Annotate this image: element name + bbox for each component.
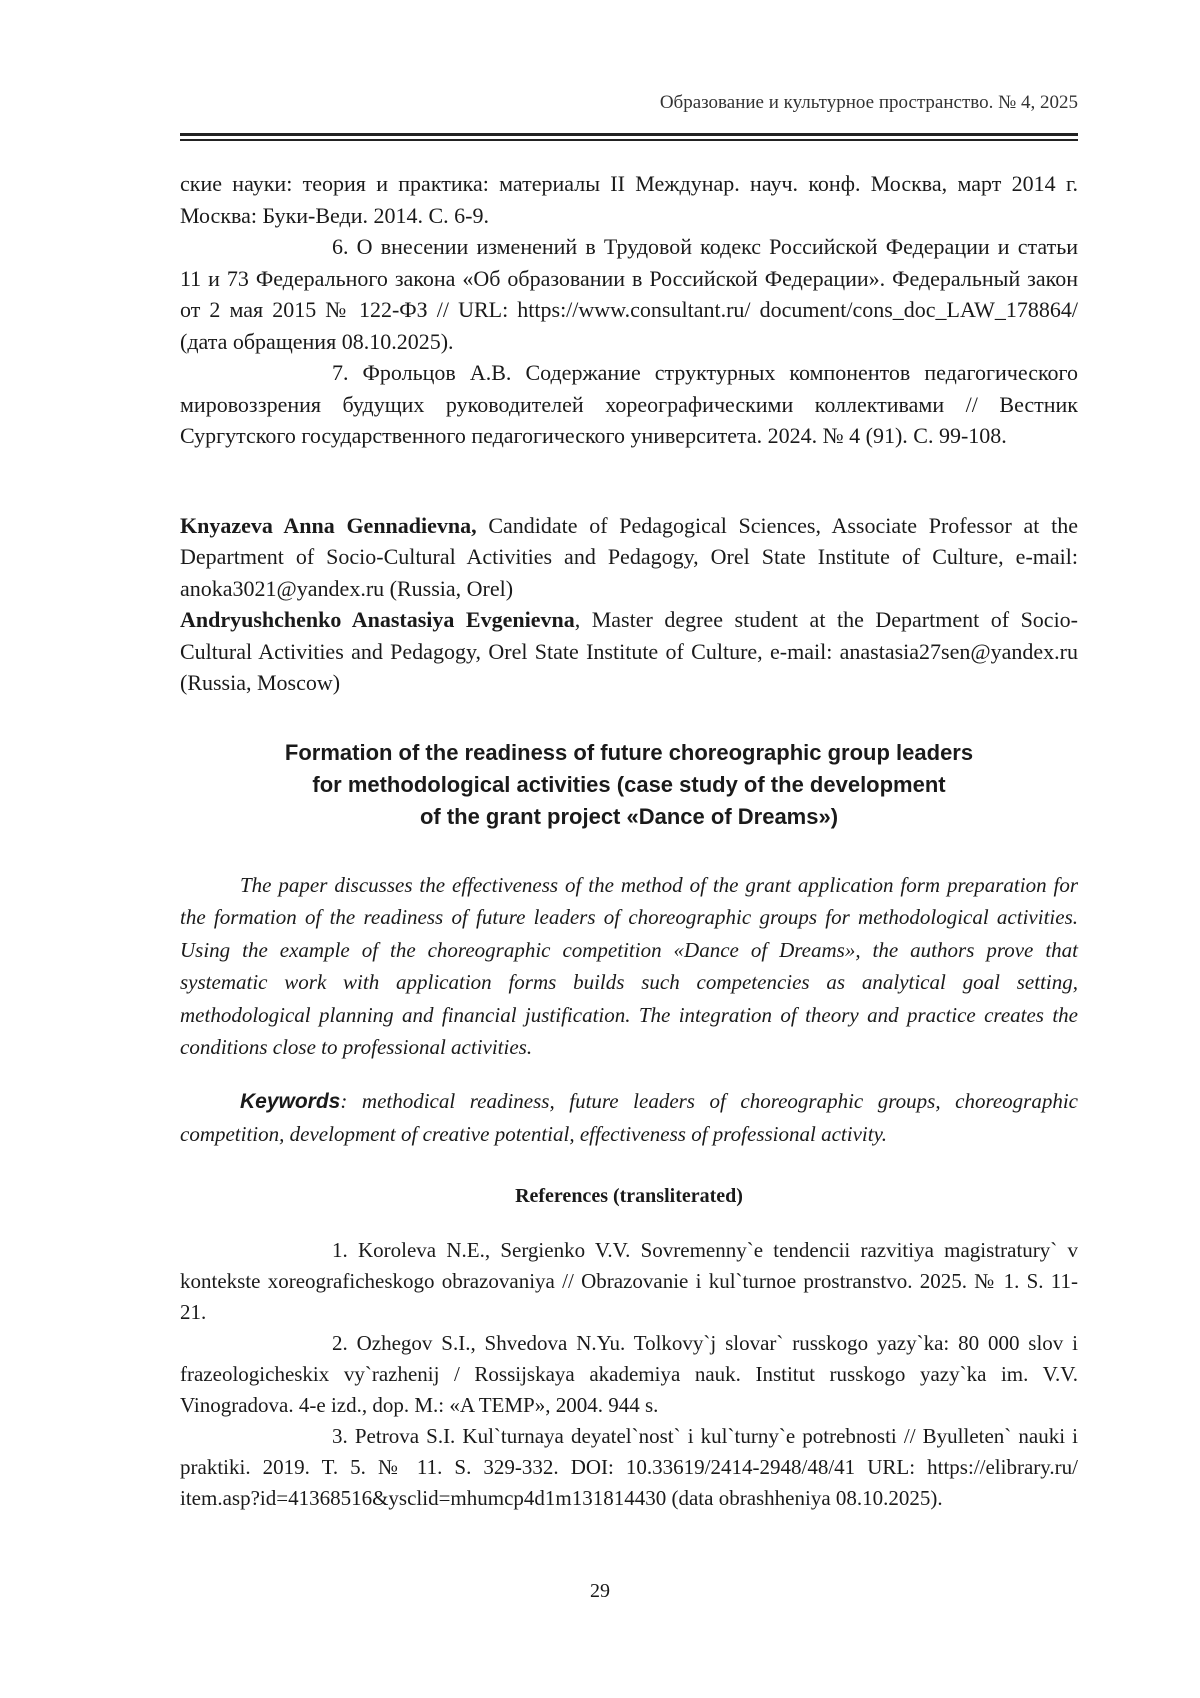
title-line: for methodological activities (case study of the development [312, 771, 946, 797]
reference-item [180, 1235, 1078, 1328]
reference-item [180, 357, 1078, 452]
author-info [180, 510, 1078, 699]
author-entry [180, 510, 1078, 605]
author-name: Knyazeva Anna Gennadievna, [180, 512, 477, 538]
author-details: , Master degree student at the Department of Socio-Cultural Activities and Pedagogy, Orel State Institute of Culture, e-mail: anastasia27sen@yandex.ru (Russia, Moscow) [180, 607, 1079, 695]
references-list [180, 1235, 1078, 1514]
reference-item [180, 231, 1078, 357]
author-name: Andryushchenko Anastasiya Evgenievna [180, 607, 575, 632]
abstract: The paper discusses the effectiveness of the method of the grant application form preparation for the formation of the readiness of future leaders of choreographic groups for methodological activities. Using the example of the choreographic competition «Dance of Dreams», the authors prove that systematic work with application forms builds such competencies as analytical goal setting, methodological planning and financial justification. The integration of theory and practice creates the conditions close to professional activities. [180, 872, 1078, 1059]
reference-text: Ozhegov S.I., Shvedova N.Yu. Tolkovy`j slovar` russkogo yazy`ka: 80 000 slov i frazeologicheskix vy`razhenij / Rossijskaya akademiya nauk. Institut russkogo yazy`ka im. V.V. Vinogradova. 4-e izd., dop. M.: «A TEMP», 2004. 944 s. [180, 1330, 1079, 1417]
reference-text: Petrova S.I. Kul`turnaya deyatel`nost` i kul`turny`e potrebnosti // Byulleten` nauki i praktiki. 2019. T. 5. № 11. S. 329-332. DOI: 10.33619/2414-2948/48/41 URL: https://elibrary.ru/ item.asp?id=41368516&ysclid=mhumcp4d1m131814430 (data obrashheniya 08.10.2025). [180, 1423, 1079, 1510]
title-line: Formation of the readiness of future choreographic group leaders [284, 739, 974, 765]
reference-continuation: ские науки: теория и практика: материалы II Междунар. науч. конф. Москва, март 2014 г. Москва: Буки-Веди. 2014. С. 6-9. [180, 171, 1078, 228]
reference-text: О внесении изменений в Трудовой кодекс Российской Федерации и статьи 11 и 73 Федерального закона «Об образовании в Российской Федерации». Федеральный закон от 2 мая 2015 № 122-ФЗ // URL: https://www.consultant.ru/ document/cons_doc_LAW_178864/ (дата обращения 08.10.2025). [180, 234, 1078, 354]
reference-item [180, 1421, 1078, 1514]
references-heading: References (transliterated) [515, 1184, 743, 1207]
reference-number: 3. [332, 1423, 348, 1448]
reference-text: Фрольцов А.В. Содержание структурных компонентов педагогического мировоззрения будущих руководителей хореографическими коллективами // Вестник Сургутского государственного педагогического университета. 2024. № 4 (91). С. 99-108. [180, 360, 1079, 448]
page-number: 29 [590, 1580, 610, 1602]
article-title [180, 737, 1078, 833]
reference-number: 7. [332, 360, 349, 385]
page-body [180, 168, 1078, 1514]
keywords-text: : methodical readiness, future leaders of choreographic groups, choreographic competition, development of creative potential, effectiveness of professional activity. [180, 1088, 1078, 1146]
header-rule-thin [180, 139, 1078, 141]
author-entry [180, 604, 1078, 699]
reference-text: Koroleva N.E., Sergienko V.V. Sovremenny`e tendencii razvitiya magistratury` v kontekste xoreograficheskogo obrazovaniya // Obrazovanie i kul`turnoe prostranstvo. 2025. № 1. S. 11-21. [180, 1237, 1079, 1324]
title-line: of the grant project «Dance of Dreams») [419, 803, 839, 829]
keywords-label: Keywords [240, 1089, 341, 1113]
section-spacer [180, 452, 1078, 510]
previous-references-continued [180, 168, 1078, 452]
reference-number: 6. [332, 234, 349, 259]
keywords [180, 1085, 1078, 1151]
reference-number: 1. [332, 1237, 348, 1262]
header-rule-thick [180, 133, 1078, 136]
reference-item [180, 1328, 1078, 1421]
author-details: Candidate of Pedagogical Sciences, Associate Professor at the Department of Socio-Cultural Activities and Pedagogy, Orel State Institute of Culture, e-mail: anoka3021@yandex.ru (Russia, Orel) [180, 512, 1078, 601]
reference-number: 2. [332, 1330, 348, 1355]
running-title: Образование и культурное пространство. № 4, 2025 [659, 92, 1078, 113]
